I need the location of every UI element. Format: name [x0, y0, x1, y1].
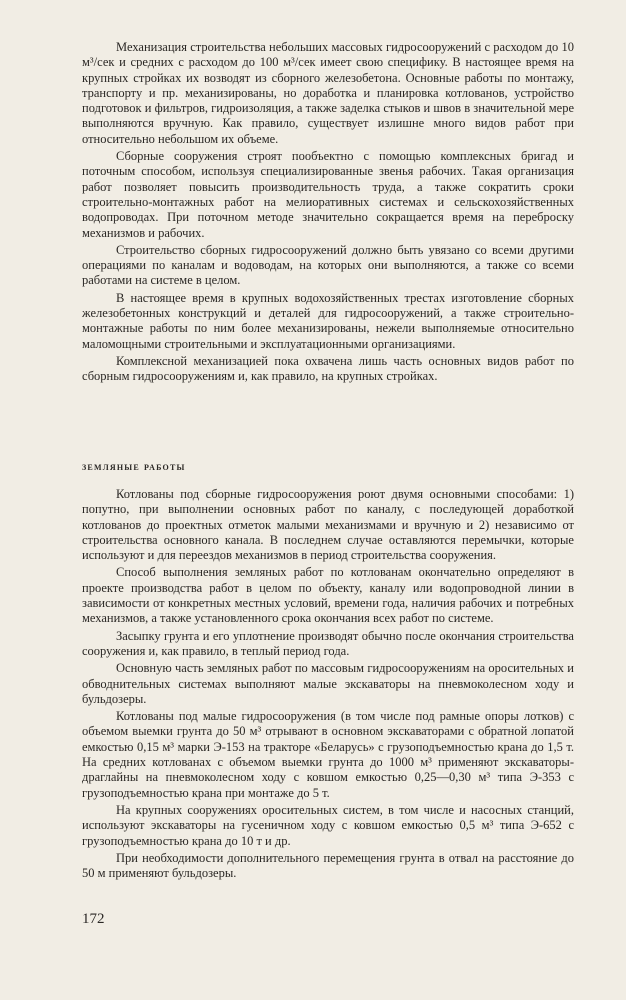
- section-earthworks-text: [82, 487, 574, 881]
- paragraph: Котлованы под малые гидросооружения (в том числе под рамные опоры лотков) с объемом выемки грунта до 50 м³ отрывают в основном экскаваторами с обратной лопатой емкостью 0,15 м³ марки Э-153 на тракторе «Беларусь» с грузоподъемностью крана до 1,5 т. На средних котлованах с объемом выемки грунта до 1000 м³ применяют экскаваторы-драглайны на пневмоколесном ходу с ковшом емкостью 0,25—0,30 м³ типа Э-353 с грузоподъемностью крана при монтаже до 5 т.: [82, 709, 574, 800]
- paragraph: Основную часть земляных работ по массовым гидросооружениям на оросительных и обводнительных системах выполняют малые экскаваторы на пневмоколесном ходу и бульдозеры.: [82, 661, 574, 706]
- paragraph: Способ выполнения земляных работ по котлованам окончательно определяют в проекте производства работ в целом по объекту, каналу или водопроводной линии в зависимости от конкретных местных условий, времени года, наличия рабочих и потребных механизмов, а также установленного срока окончания всех работ по системе.: [82, 565, 574, 626]
- page-number: 172: [82, 911, 105, 927]
- section-heading: земляные работы: [82, 459, 186, 473]
- paragraph: Котлованы под сборные гидросооружения роют двумя основными способами: 1) попутно, при выполнении основных работ по каналу, с последующей доработкой котлованов до проектных отметок малыми механизмами и вручную и 2) независимо от строительства основного канала. В последнем случае оставляются перемычки, которые используют и для переездов механизмов в период строительства сооружения.: [82, 487, 574, 563]
- paragraph: Комплексной механизацией пока охвачена лишь часть основных видов работ по сборным гидросооружениям и, как правило, на крупных стройках.: [82, 353, 574, 384]
- paragraph: Сборные сооружения строят пообъектно с помощью комплексных бригад и поточным способом, используя специализированные звенья рабочих. Такая организация работ позволяет повысить производительность труда, а также сократить сроки строительно-монтажных работ на мелиоративных системах и сельскохозяйственных водопроводах. При поточном методе значительно сокращается время на переброску механизмов и рабочих.: [82, 149, 574, 240]
- paragraph: Засыпку грунта и его уплотнение производят обычно после окончания строительства сооружения и, как правило, в теплый период года.: [82, 628, 574, 658]
- paragraph: Строительство сборных гидросооружений должно быть увязано со всеми другими операциями по каналам и водоводам, на которых они выполняются, а также со всеми работами на системе в целом.: [82, 242, 574, 288]
- section-intro-text: [82, 40, 574, 385]
- paragraph: На крупных сооружениях оросительных систем, в том числе и насосных станций, используют экскаваторы на гусеничном ходу с ковшом емкостью 0,5 м³ типа Э-652 с грузоподъемностью крана до 10 т и др.: [82, 802, 574, 848]
- paragraph: Механизация строительства небольших массовых гидросооружений с расходом до 10 м³/сек и средних с расходом до 100 м³/сек имеет свою специфику. В настоящее время на крупных стройках их возводят из сборного железобетона. Основные работы по монтажу, транспорту и пр. механизированы, но доработка и планировка котлованов, устройство подготовок и фильтров, гидроизоляция, а также заделка стыков и швов в значительной мере выполняются вручную. Как правило, существует излишне много видов работ при относительно небольшом их объеме.: [82, 40, 574, 146]
- paragraph: При необходимости дополнительного перемещения грунта в отвал на расстояние до 50 м применяют бульдозеры.: [82, 850, 574, 881]
- paragraph: В настоящее время в крупных водохозяйственных трестах изготовление сборных железобетонных конструкций и деталей для гидросооружений, а также строительно-монтажные работы по ним более механизированы, нежели выполняемые относительно маломощными строительными и эксплуатационными организациями.: [82, 290, 574, 351]
